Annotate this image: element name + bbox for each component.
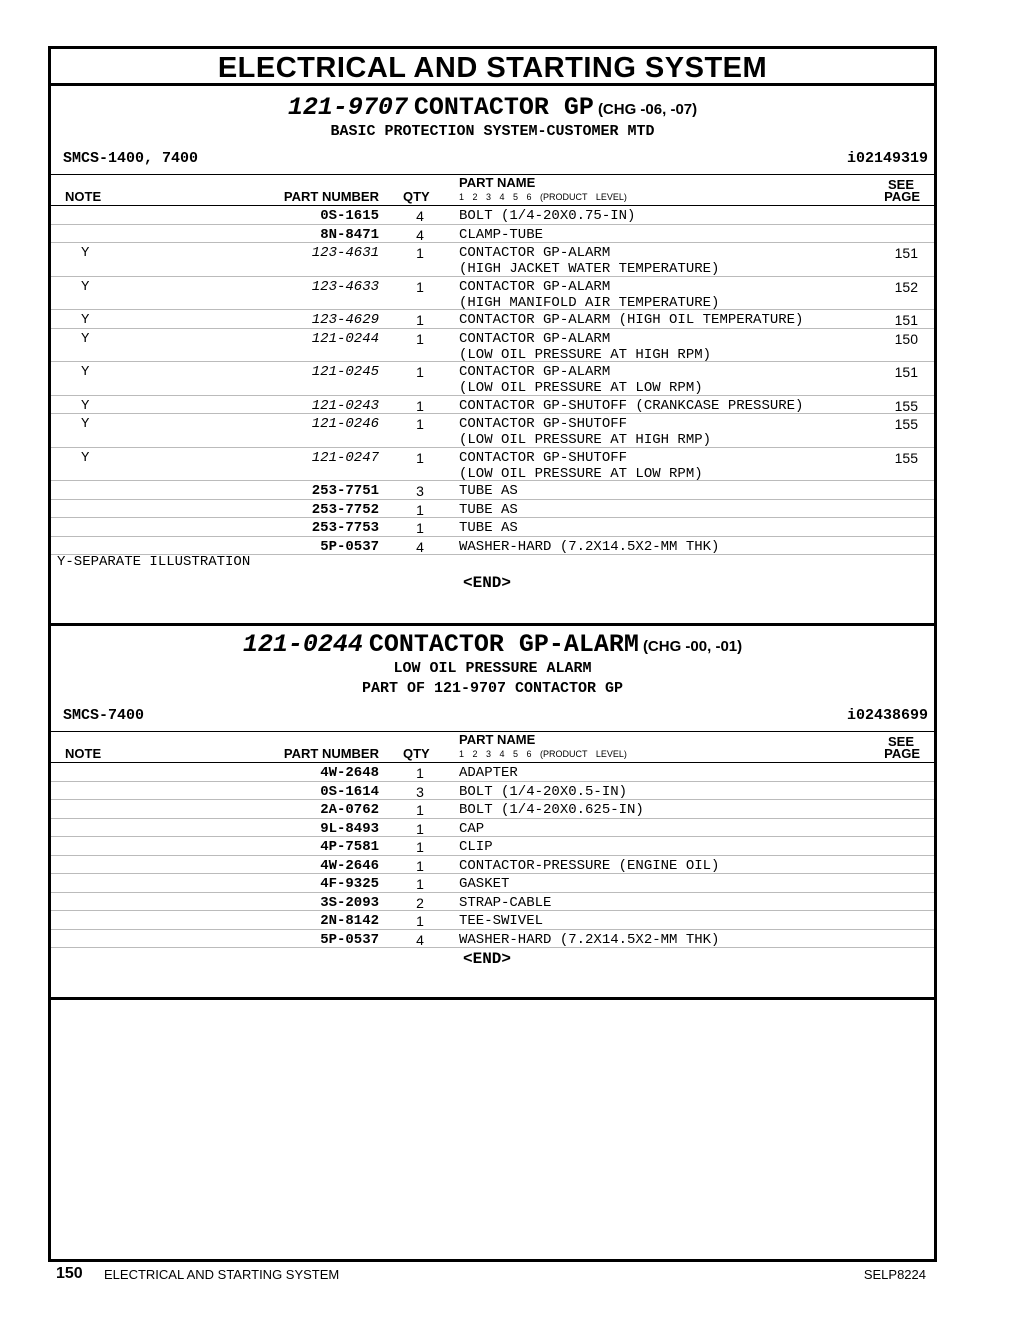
- row-qty: 4: [416, 208, 424, 224]
- table-row: [51, 414, 934, 448]
- row-qty: 3: [416, 483, 424, 499]
- row-part-number: 4W-2648: [320, 765, 379, 781]
- row-note: Y: [81, 312, 90, 328]
- col-note: NOTE: [65, 189, 102, 204]
- row-part-number: 5P-0537: [320, 538, 379, 555]
- row-qty: 4: [416, 538, 424, 555]
- table-row: [51, 874, 934, 893]
- row-part-number: 4P-7581: [320, 839, 379, 855]
- table-row: [51, 837, 934, 856]
- col-product-level: 1 2 3 4 5 6 (PRODUCT LEVEL): [459, 192, 627, 202]
- row-note: Y: [81, 278, 90, 295]
- section1-chg: (CHG -06, -07): [597, 101, 698, 118]
- row-qty: 1: [416, 416, 424, 432]
- col-page: PAGE: [884, 189, 920, 204]
- section-divider: [51, 997, 934, 1000]
- section1-illustration-id: i02149319: [846, 150, 928, 167]
- table-row: [51, 225, 934, 244]
- row-qty: 2: [416, 894, 424, 911]
- section1-end: <END>: [463, 574, 512, 592]
- section1-subtitle: BASIC PROTECTION SYSTEM-CUSTOMER MTD: [330, 123, 655, 140]
- col-part-number: PART NUMBER: [283, 189, 379, 204]
- row-note: Y: [81, 397, 90, 414]
- row-part-name: TUBE AS: [459, 520, 518, 536]
- table-row: [51, 362, 934, 396]
- table-row: [51, 206, 934, 225]
- row-part-name: CONTACTOR GP-ALARM (LOW OIL PRESSURE AT HIGH RPM): [459, 330, 712, 363]
- table-row: [51, 763, 934, 782]
- row-part-name: CONTACTOR GP-ALARM (HIGH JACKET WATER TEMPERATURE): [459, 245, 720, 277]
- section2-title: [51, 630, 934, 659]
- row-part-number: 9L-8493: [320, 820, 379, 837]
- table-row: [51, 277, 934, 311]
- section1-footnote: Y-SEPARATE ILLUSTRATION: [57, 554, 251, 570]
- row-note: Y: [81, 416, 90, 432]
- col-see: SEE: [887, 734, 914, 749]
- row-part-number: 121-0244: [311, 330, 379, 347]
- row-part-number: 8N-8471: [320, 226, 379, 243]
- row-part-name: CLIP: [459, 839, 493, 855]
- row-see-page: 155: [894, 449, 918, 466]
- row-see-page: 150: [894, 330, 918, 347]
- row-part-number: 2N-8142: [320, 913, 379, 929]
- table-row: [51, 911, 934, 930]
- section2-name: CONTACTOR GP-ALARM: [368, 630, 639, 659]
- row-note: Y: [81, 330, 90, 347]
- row-part-name: ADAPTER: [459, 765, 518, 781]
- row-part-name: BOLT (1/4-20X0.625-IN): [459, 802, 644, 818]
- section2-part-number: 121-0244: [242, 630, 363, 659]
- table-row: [51, 537, 934, 556]
- col-part-number: PART NUMBER: [283, 746, 379, 761]
- row-qty: 1: [416, 397, 424, 414]
- section2-end: <END>: [463, 950, 512, 968]
- row-see-page: 151: [894, 364, 918, 380]
- row-part-name: CONTACTOR GP-SHUTOFF (CRANKCASE PRESSURE): [459, 397, 804, 414]
- row-part-name: CONTACTOR GP-SHUTOFF (LOW OIL PRESSURE AT HIGH RMP): [459, 416, 712, 448]
- row-qty: 1: [416, 312, 424, 328]
- page-number: 150: [56, 1265, 83, 1282]
- section1-title: [51, 93, 934, 122]
- row-see-page: 151: [894, 312, 918, 328]
- col-product-level: 1 2 3 4 5 6 (PRODUCT LEVEL): [459, 749, 627, 759]
- row-part-name: CONTACTOR GP-SHUTOFF (LOW OIL PRESSURE AT LOW RPM): [459, 449, 703, 482]
- table-row: [51, 310, 934, 329]
- row-part-number: 5P-0537: [320, 931, 379, 948]
- col-part-name: PART NAME: [459, 175, 536, 190]
- section2-chg: (CHG -00, -01): [642, 638, 743, 655]
- row-see-page: 155: [894, 397, 918, 414]
- row-note: Y: [81, 449, 90, 466]
- row-part-name: CONTACTOR-PRESSURE (ENGINE OIL): [459, 857, 720, 874]
- row-part-number: 121-0246: [311, 416, 379, 432]
- row-see-page: 151: [894, 245, 918, 261]
- row-part-number: 253-7751: [311, 483, 379, 499]
- row-part-number: 2A-0762: [320, 802, 379, 818]
- section2-subtitle: LOW OIL PRESSURE ALARM: [393, 660, 592, 677]
- section-divider: [51, 623, 934, 626]
- row-part-number: 0S-1614: [320, 783, 379, 800]
- table-row: [51, 481, 934, 500]
- row-part-number: 4F-9325: [320, 876, 379, 892]
- row-qty: 1: [416, 820, 424, 837]
- table-row: [51, 518, 934, 537]
- row-part-number: 121-0245: [311, 364, 379, 380]
- row-qty: 1: [416, 802, 424, 818]
- row-see-page: 152: [894, 278, 918, 295]
- row-qty: 3: [416, 783, 424, 800]
- row-qty: 1: [416, 449, 424, 466]
- row-qty: 1: [416, 245, 424, 261]
- section2-smcs: SMCS-7400: [63, 707, 145, 724]
- row-part-number: 123-4631: [311, 245, 379, 261]
- row-part-number: 3S-2093: [320, 894, 379, 911]
- page-frame: [48, 46, 937, 1262]
- table-row: [51, 448, 934, 482]
- row-part-number: 123-4629: [311, 312, 379, 328]
- col-see: SEE: [887, 177, 914, 192]
- table-row: [51, 856, 934, 875]
- table-row: [51, 819, 934, 838]
- row-part-name: BOLT (1/4-20X0.5-IN): [459, 783, 628, 800]
- row-part-name: WASHER-HARD (7.2X14.5X2-MM THK): [459, 538, 720, 555]
- table-row: [51, 243, 934, 277]
- row-part-name: TUBE AS: [459, 483, 518, 499]
- row-see-page: 155: [894, 416, 918, 432]
- row-qty: 1: [416, 330, 424, 347]
- section1-part-number: 121-9707: [287, 93, 408, 122]
- col-part-name: PART NAME: [459, 732, 536, 747]
- row-part-number: 123-4633: [311, 278, 379, 295]
- row-part-name: STRAP-CABLE: [459, 894, 552, 911]
- row-qty: 1: [416, 876, 424, 892]
- table-row: [51, 800, 934, 819]
- row-part-number: 121-0243: [311, 397, 379, 414]
- section2-illustration-id: i02438699: [846, 707, 928, 724]
- row-part-number: 253-7753: [311, 520, 379, 536]
- row-part-name: TUBE AS: [459, 501, 518, 518]
- section1-name: CONTACTOR GP: [413, 93, 594, 122]
- table-row: [51, 500, 934, 519]
- row-part-name: WASHER-HARD (7.2X14.5X2-MM THK): [459, 931, 720, 948]
- row-qty: 1: [416, 765, 424, 781]
- row-qty: 1: [416, 501, 424, 518]
- row-part-name: GASKET: [459, 876, 510, 892]
- col-qty: QTY: [403, 189, 430, 204]
- row-qty: 1: [416, 857, 424, 874]
- row-qty: 1: [416, 278, 424, 295]
- table-row: [51, 930, 934, 949]
- table-row: [51, 893, 934, 912]
- row-part-name: CONTACTOR GP-ALARM (HIGH OIL TEMPERATURE): [459, 312, 804, 328]
- row-note: Y: [81, 245, 90, 261]
- footer-doc-code: SELP8224: [863, 1267, 926, 1282]
- row-part-name: BOLT (1/4-20X0.75-IN): [459, 208, 636, 224]
- row-part-number: 121-0247: [311, 449, 379, 466]
- col-qty: QTY: [403, 746, 430, 761]
- table-row: [51, 396, 934, 415]
- table-row: [51, 329, 934, 363]
- row-part-number: 0S-1615: [320, 208, 379, 224]
- row-qty: 4: [416, 931, 424, 948]
- row-part-name: CLAMP-TUBE: [459, 226, 544, 243]
- row-part-number: 4W-2646: [320, 857, 379, 874]
- row-part-name: CONTACTOR GP-ALARM (HIGH MANIFOLD AIR TEMPERATURE): [459, 278, 720, 311]
- row-part-name: CAP: [459, 820, 485, 837]
- col-note: NOTE: [65, 746, 102, 761]
- section1-table-header: [51, 174, 934, 206]
- row-qty: 1: [416, 520, 424, 536]
- row-qty: 1: [416, 364, 424, 380]
- page-title: ELECTRICAL AND STARTING SYSTEM: [51, 49, 934, 86]
- row-note: Y: [81, 364, 90, 380]
- row-qty: 1: [416, 839, 424, 855]
- table-row: [51, 782, 934, 801]
- footer-section-name: ELECTRICAL AND STARTING SYSTEM: [104, 1267, 340, 1282]
- section2-table-header: [51, 731, 934, 763]
- section1-smcs: SMCS-1400, 7400: [63, 150, 199, 167]
- row-qty: 1: [416, 913, 424, 929]
- row-part-name: CONTACTOR GP-ALARM (LOW OIL PRESSURE AT LOW RPM): [459, 364, 703, 396]
- row-part-name: TEE-SWIVEL: [459, 913, 544, 929]
- row-part-number: 253-7752: [311, 501, 379, 518]
- section2-parent-note: PART OF 121-9707 CONTACTOR GP: [361, 680, 624, 697]
- col-page: PAGE: [884, 746, 920, 761]
- row-qty: 4: [416, 226, 424, 243]
